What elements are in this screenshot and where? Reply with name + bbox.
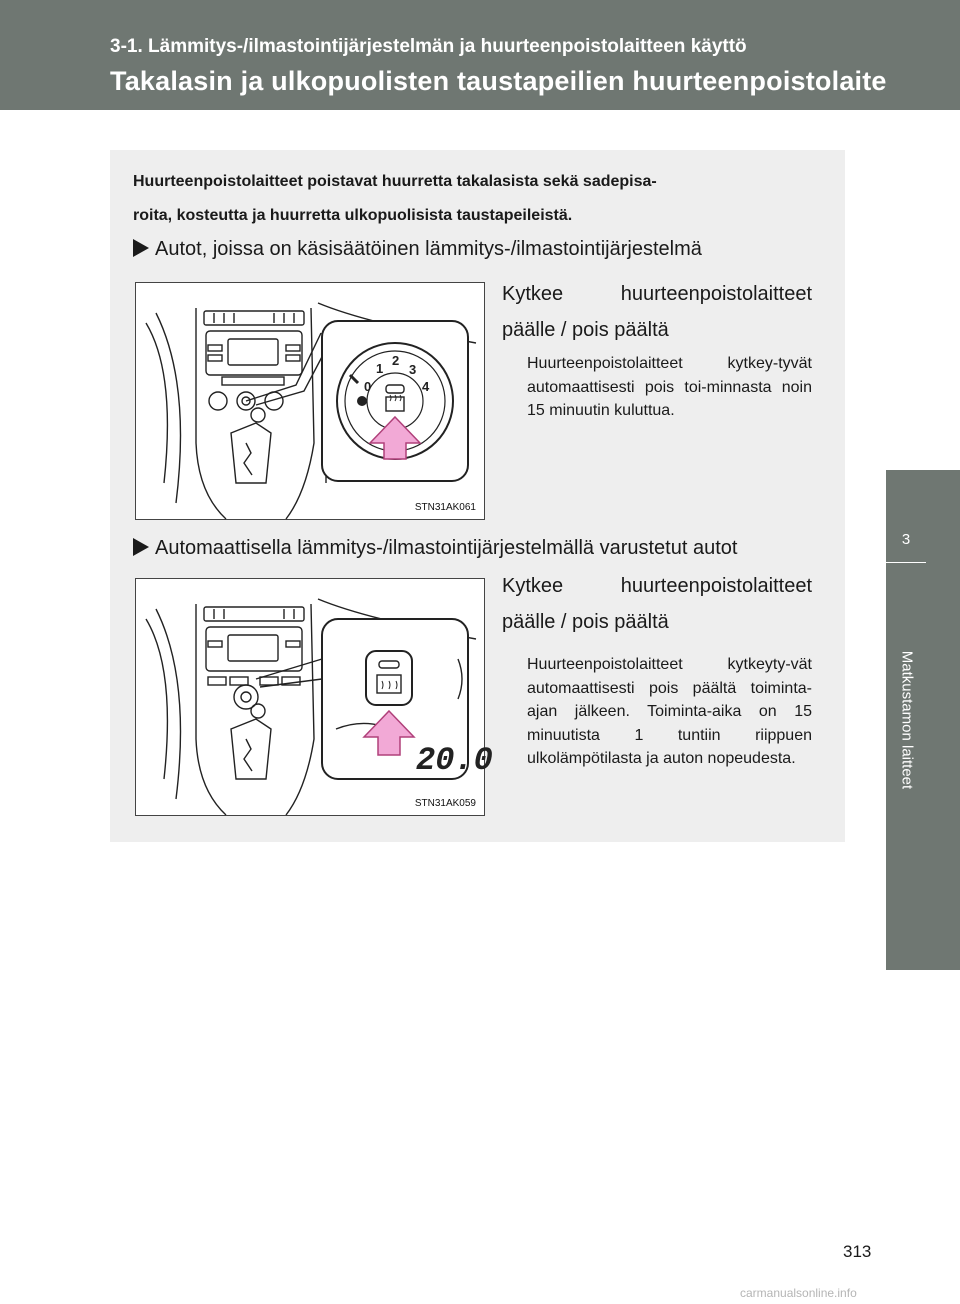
figure-code: STN31AK061 xyxy=(414,502,476,513)
figure-code: STN31AK059 xyxy=(414,798,476,809)
chapter-divider xyxy=(886,562,926,563)
auto-callout-body: Huurteenpoistolaitteet kytkeyty-vät automaattisesti pois päältä toiminta-ajan jälkeen. Toiminta-aika on 15 minuutista 1 tuntiin riippuen ulkolämpötilasta ja auton nopeudesta. xyxy=(527,656,812,767)
auto-callout-title xyxy=(502,568,812,640)
dial-label-1: 1 xyxy=(376,361,384,376)
manual-callout-title-line1: Kytkee huurteenpoistolaitteet xyxy=(502,283,812,305)
auto-system-figure xyxy=(135,578,493,816)
section-title: 3-1. Lämmitys-/ilmastointijärjestelmän ja huurteenpoistolaitteen käyttö xyxy=(110,36,747,57)
auto-heading-text: Automaattisella lämmitys-/ilmastointijärjestelmällä varustetut autot xyxy=(155,537,738,559)
manual-callout-body: Huurteenpoistolaitteet kytkey-tyvät automaattisesti pois toi-minnasta noin 15 minuutin kuluttua. xyxy=(527,355,812,419)
dial-label-0: 0 xyxy=(364,379,372,394)
chapter-number: 3 xyxy=(901,531,911,548)
page-number: 313 xyxy=(843,1242,872,1261)
manual-system-figure xyxy=(135,282,485,520)
triangle-bullet-icon xyxy=(133,239,149,257)
page-header xyxy=(0,0,960,110)
auto-callout-title-line1: Kytkee huurteenpoistolaitteet xyxy=(502,575,812,597)
dashboard-illustration xyxy=(136,283,484,519)
intro-line-1: Huurteenpoistolaitteet poistavat huurretta takalasista sekä sadepisa- xyxy=(133,173,657,190)
fan-icon xyxy=(357,396,367,406)
dial-label-4: 4 xyxy=(422,379,430,394)
auto-callout-title-line2: päälle / pois päältä xyxy=(502,611,669,633)
manual-system-heading xyxy=(133,238,702,261)
intro-text xyxy=(133,165,813,233)
chapter-title: Matkustamon laitteet xyxy=(898,650,916,790)
temperature-display: 20.0 xyxy=(416,742,493,779)
manual-callout-title xyxy=(502,276,812,348)
page-title: Takalasin ja ulkopuolisten taustapeilien huurteenpoistolaite xyxy=(110,66,887,96)
auto-system-heading xyxy=(133,537,737,560)
intro-line-2: roita, kosteutta ja huurretta ulkopuolisista taustapeileistä. xyxy=(133,207,573,224)
dial-label-2: 2 xyxy=(392,353,400,368)
manual-heading-text: Autot, joissa on käsisäätöinen lämmitys-/ilmastointijärjestelmä xyxy=(155,238,702,260)
dashboard-illustration xyxy=(136,579,493,815)
triangle-bullet-icon xyxy=(133,538,149,556)
manual-callout-title-line2: päälle / pois päältä xyxy=(502,319,669,341)
watermark: carmanualsonline.info xyxy=(740,1286,857,1300)
dial-label-3: 3 xyxy=(409,362,417,377)
